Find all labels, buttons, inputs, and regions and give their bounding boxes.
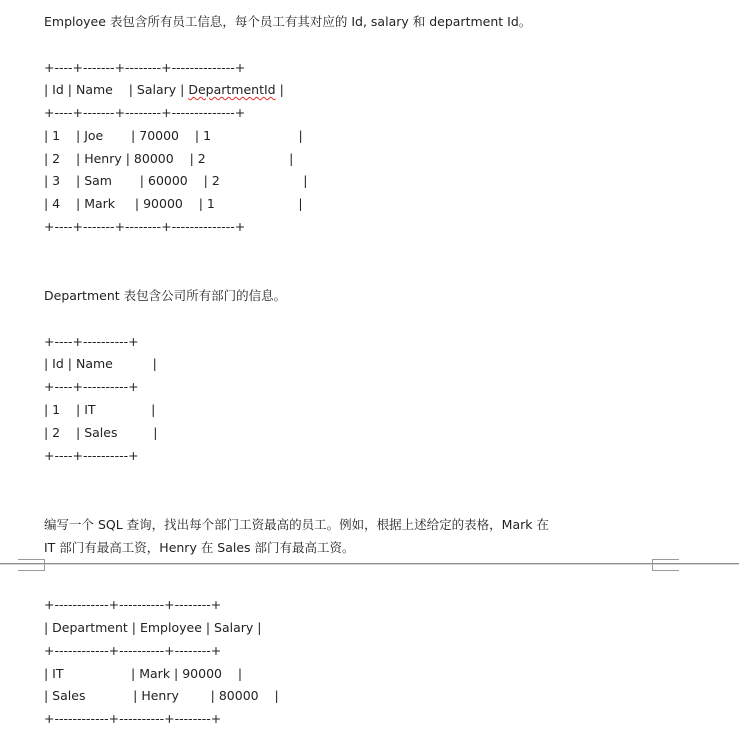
department-table-header: | Id | Name |	[44, 356, 157, 371]
employee-header-suffix: |	[275, 82, 284, 97]
page-break-shadow	[0, 564, 739, 565]
department-table-border-bottom: +----+----------+	[44, 448, 139, 463]
result-table-border-bottom: +------------+----------+--------+	[44, 711, 222, 726]
department-table-border-mid: +----+----------+	[44, 379, 139, 394]
result-table-header: | Department | Employee | Salary |	[44, 620, 262, 635]
result-row-2: | Sales | Henry | 80000 |	[44, 688, 279, 703]
right-margin-marker	[652, 559, 679, 571]
employee-table-header	[44, 82, 284, 98]
employee-table-border-mid: +----+-------+--------+--------------+	[44, 105, 246, 120]
result-row-1: | IT | Mark | 90000 |	[44, 666, 243, 681]
employee-row-2: | 2 | Henry | 80000 | 2 |	[44, 151, 294, 166]
employee-row-3: | 3 | Sam | 60000 | 2 |	[44, 173, 308, 188]
employee-row-4: | 4 | Mark | 90000 | 1 |	[44, 196, 303, 211]
department-intro: Department 表包含公司所有部门的信息。	[44, 288, 287, 303]
employee-row-1: | 1 | Joe | 70000 | 1 |	[44, 128, 303, 143]
left-margin-marker	[18, 559, 45, 571]
question-line-2: IT 部门有最高工资，Henry 在 Sales 部门有最高工资。	[44, 540, 355, 555]
employee-header-prefix: | Id | Name | Salary |	[44, 82, 189, 97]
result-table-border-top: +------------+----------+--------+	[44, 597, 222, 612]
employee-table-border-bottom: +----+-------+--------+--------------+	[44, 219, 246, 234]
employee-intro: Employee 表包含所有员工信息，每个员工有其对应的 Id, salary 和 department Id。	[44, 14, 532, 29]
employee-table-border-top: +----+-------+--------+--------------+	[44, 60, 246, 75]
result-table-border-mid: +------------+----------+--------+	[44, 643, 222, 658]
department-table-border-top: +----+----------+	[44, 334, 139, 349]
question-line-1: 编写一个 SQL 查询，找出每个部门工资最高的员工。例如，根据上述给定的表格，Mark 在	[44, 517, 549, 532]
department-row-2: | 2 | Sales |	[44, 425, 158, 440]
departmentid-misspelled-word: DepartmentId	[188, 82, 276, 97]
department-row-1: | 1 | IT |	[44, 402, 156, 417]
